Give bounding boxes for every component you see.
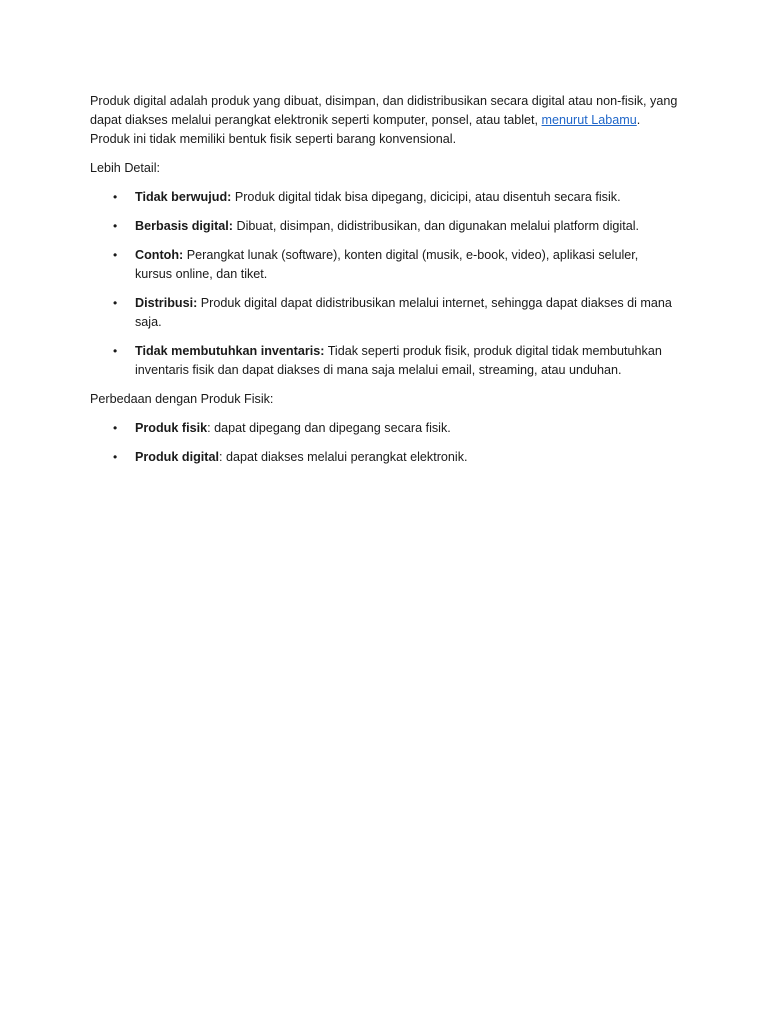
item-term: Distribusi: [135, 296, 198, 310]
bullet-icon: • [113, 421, 118, 435]
item-text: Produk digital dapat didistribusikan melalui internet, sehingga dapat diakses di mana saja. [135, 296, 672, 329]
item-term: Berbasis digital: [135, 219, 233, 233]
bullet-icon: • [113, 344, 118, 358]
list-item [90, 294, 678, 332]
bullet-icon: • [113, 190, 118, 204]
bullet-icon: • [113, 450, 118, 464]
item-term: Produk digital [135, 450, 219, 464]
intro-paragraph [90, 92, 678, 149]
bullet-icon: • [113, 219, 118, 233]
detail-heading: Lebih Detail: [90, 161, 161, 175]
item-term: Tidak berwujud: [135, 190, 232, 204]
list-item [90, 188, 678, 207]
source-link[interactable]: menurut Labamu [541, 113, 637, 127]
item-text: Produk digital tidak bisa dipegang, dicicipi, atau disentuh secara fisik. [231, 190, 621, 204]
item-term: Produk fisik [135, 421, 208, 435]
item-text: : dapat diakses melalui perangkat elektronik. [218, 450, 468, 464]
list-item [90, 448, 678, 467]
item-term: Tidak membutuhkan inventaris: [135, 344, 325, 358]
item-text: Tidak seperti produk fisik, produk digital tidak membutuhkan inventaris fisik dan dapat diakses di mana saja melalui email, streaming, atau unduhan. [135, 344, 662, 377]
list-item [90, 419, 678, 438]
comparison-list [90, 419, 678, 467]
list-item [90, 246, 678, 284]
intro-text: Produk digital adalah produk yang dibuat, disimpan, dan didistribusikan secara digital atau non-fisik, yang dapat diakses melalui perangkat elektronik seperti komputer, ponsel, atau tablet, [90, 94, 678, 127]
detail-list [90, 188, 678, 380]
item-text: Perangkat lunak (software), konten digital (musik, e-book, video), aplikasi seluler, kursus online, dan tiket. [135, 248, 639, 281]
item-term: Contoh: [135, 248, 184, 262]
list-item [90, 217, 678, 236]
comparison-heading: Perbedaan dengan Produk Fisik: [90, 392, 274, 406]
item-text: Dibuat, disimpan, didistribusikan, dan digunakan melalui platform digital. [232, 219, 640, 233]
bullet-icon: • [113, 248, 118, 262]
bullet-icon: • [113, 296, 118, 310]
item-text: : dapat dipegang dan dipegang secara fisik. [207, 421, 451, 435]
list-item [90, 342, 678, 380]
intro-text-end: . Produk ini tidak memiliki bentuk fisik seperti barang konvensional. [90, 113, 641, 146]
